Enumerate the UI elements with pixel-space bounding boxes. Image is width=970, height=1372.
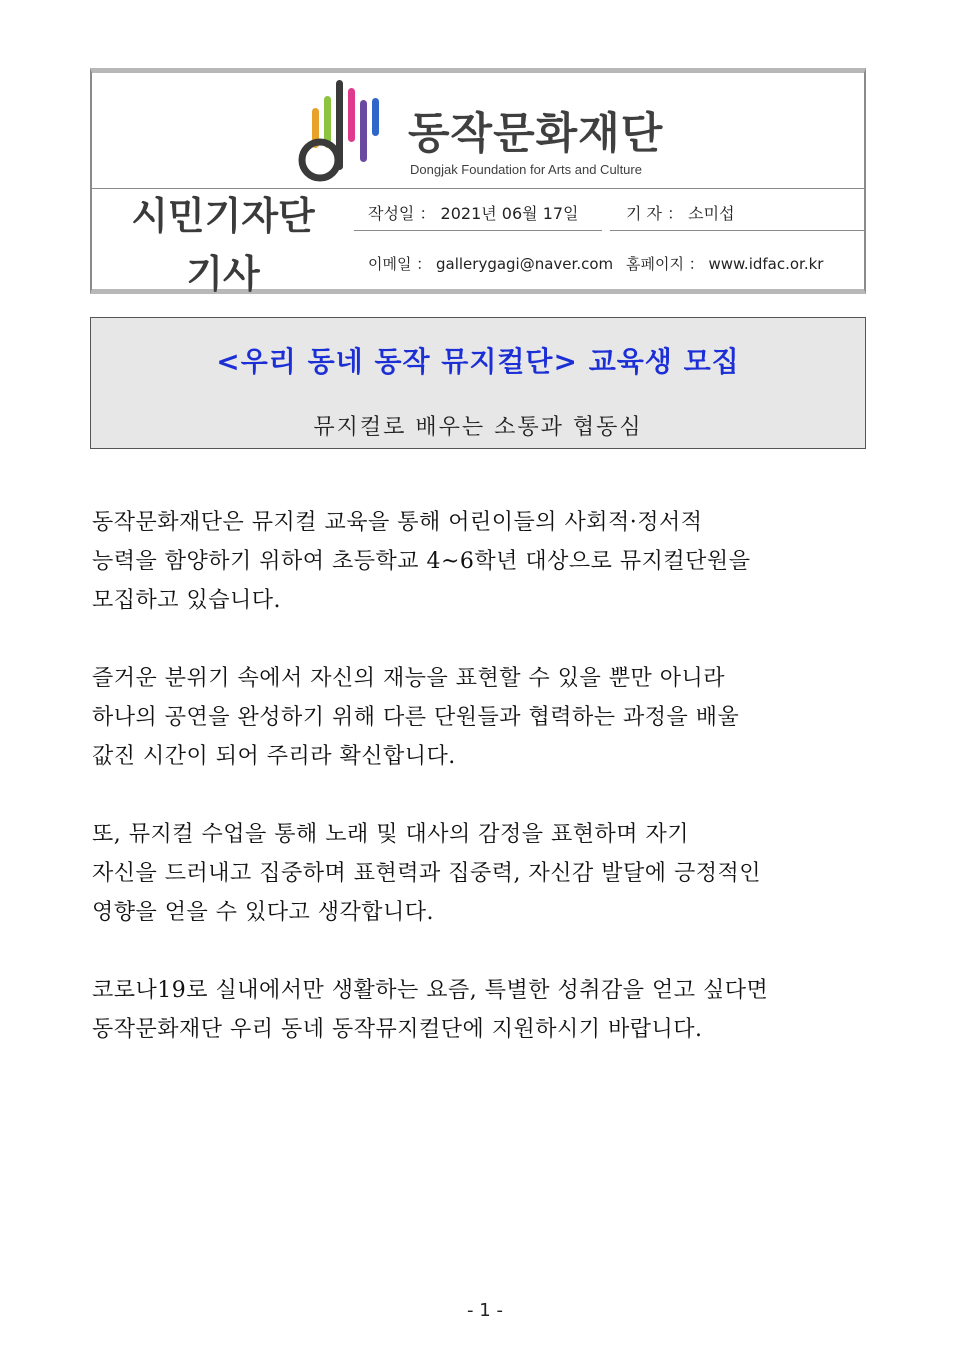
- homepage-field: 홈페이지 ： www.idfac.or.kr: [626, 255, 824, 273]
- body-line: 영향을 얻을 수 있다고 생각합니다.: [92, 900, 434, 925]
- body-line: 능력을 함양하기 위하여 초등학교 4~6학년 대상으로 뮤지컬단원을: [92, 549, 751, 574]
- subheadline: 뮤지컬로 배우는 소통과 협동심: [313, 415, 643, 440]
- date-field: 작성일 ： 2021년 06월 17일: [368, 204, 579, 223]
- email-field: 이메일 ： gallerygagi@naver.com: [368, 255, 614, 273]
- org-name-english: Dongjak Foundation for Arts and Culture: [410, 162, 642, 177]
- body-line: 자신을 드러내고 집중하며 표현력과 집중력, 자신감 발달에 긍정적인: [92, 861, 762, 886]
- foundation-logo: [292, 78, 682, 188]
- reporter-field: 기 자 ： 소미섭: [626, 204, 735, 223]
- body-line: 즐거운 분위기 속에서 자신의 재능을 표현할 수 있을 뿐만 아니라: [92, 666, 725, 691]
- meta-divider-1: [354, 230, 602, 231]
- article-header: [90, 68, 866, 294]
- page-number: - 1 -: [467, 1300, 503, 1321]
- body-line: 또, 뮤지컬 수업을 통해 노래 및 대사의 감정을 표현하며 자기: [92, 822, 689, 847]
- meta-divider-2: [610, 230, 864, 231]
- body-line: 동작문화재단 우리 동네 동작뮤지컬단에 지원하시기 바랍니다.: [92, 1017, 703, 1042]
- section-title-line2: 기사: [186, 252, 260, 296]
- headline: <우리 동네 동작 뮤지컬단> 교육생 모집: [216, 345, 740, 378]
- body-line: 값진 시간이 되어 주리라 확신합니다.: [92, 744, 456, 769]
- section-title-line1: 시민기자단: [131, 194, 315, 238]
- headline-box: [90, 317, 866, 449]
- body-line: 코로나19로 실내에서만 생활하는 요즘, 특별한 성취감을 얻고 싶다면: [92, 978, 769, 1003]
- body-line: 모집하고 있습니다.: [92, 588, 282, 613]
- body-line: 동작문화재단은 뮤지컬 교육을 통해 어린이들의 사회적·정서적: [92, 510, 703, 535]
- org-name: 동작문화재단: [408, 109, 664, 159]
- body-line: 하나의 공연을 완성하기 위해 다른 단원들과 협력하는 과정을 배울: [92, 705, 740, 730]
- logo-mark-icon: [292, 78, 402, 186]
